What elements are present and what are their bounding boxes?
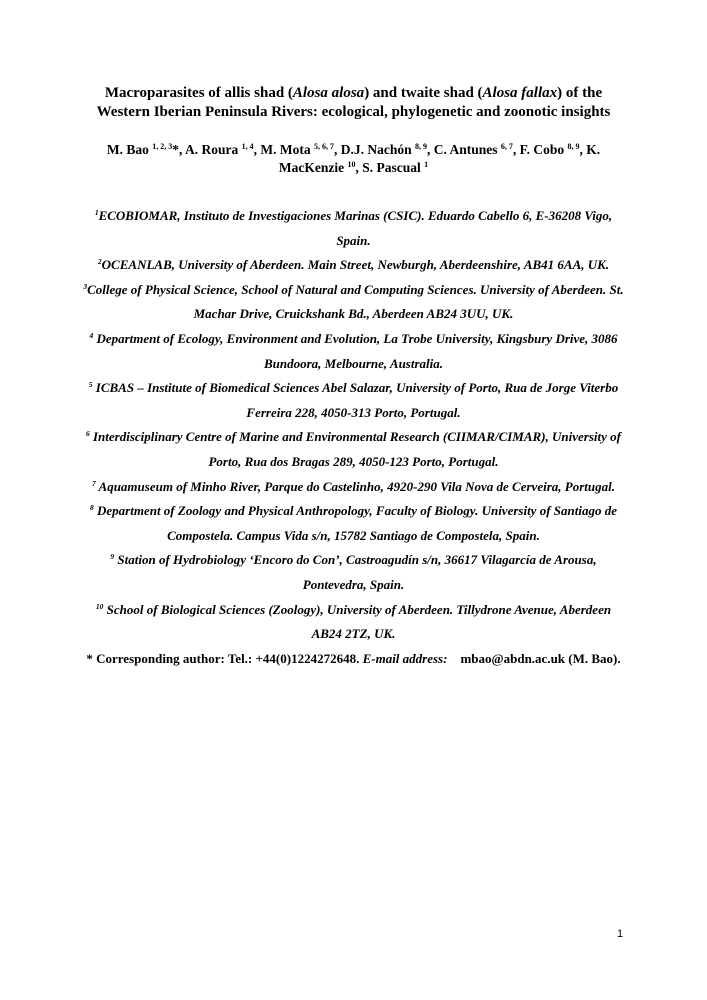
author-list bbox=[80, 141, 627, 177]
corresponding-suffix: (M. Bao). bbox=[568, 650, 621, 666]
title-part-2: ) and twaite shad ( bbox=[364, 85, 483, 101]
affiliation-6: $^6$ Interdisciplinary Centre of Marine and Environmental Research (CIIMAR/CIMAR), University of Porto, Rua dos Bragas 289, 4050-123 Porto, Portugal. bbox=[85, 429, 621, 469]
author: C. Antunes $^{6, 7}$, bbox=[433, 142, 520, 157]
title-species-1: Alosa alosa bbox=[292, 85, 365, 101]
affiliation-4: $^4$ Department of Ecology, Environment and Evolution, La Trobe University, Kingsbury Drive, 3086 Bundoora, Melbourne, Australia. bbox=[89, 330, 618, 371]
affiliation-5: $^5$ ICBAS – Institute of Biomedical Sciences Abel Salazar, University of Porto, Rua de Jorge Viterbo Ferreira 228, 4050-313 Porto, Portugal. bbox=[88, 380, 619, 420]
affiliation-9: $^9$ Station of Hydrobiology ‘Encoro do Con’, Castroagudín s/n, 36617 Vilagarcía de Arousa, Pontevedra, Spain. bbox=[110, 552, 597, 592]
title-species-2: Alosa fallax bbox=[482, 85, 558, 101]
affiliation-2: $^2$OCEANLAB, University of Aberdeen. Main Street, Newburgh, Aberdeenshire, AB41 6AA, UK. bbox=[97, 257, 610, 273]
author: A. Roura $^{1, 4}$, bbox=[184, 142, 261, 157]
affiliation-7: $^7$ Aquamuseum of Minho River, Parque do Castelinho, 4920-290 Vila Nova de Cerveira, Portugal. bbox=[92, 478, 615, 494]
email-label: E-mail address: bbox=[362, 650, 448, 666]
author: S. Pascual $^1$ bbox=[362, 160, 429, 175]
title-part-3: ) of the Western Iberian Peninsula Rivers: ecological, phylogenetic and zoonotic insights bbox=[96, 85, 611, 120]
affiliation-list bbox=[80, 204, 627, 671]
author: F. Cobo $^{8, 9}$, bbox=[519, 142, 587, 157]
email-address: mbao@abdn.ac.uk bbox=[460, 650, 566, 666]
author: M. Mota $^{5, 6, 7}$, bbox=[260, 142, 341, 157]
affiliation-8: $^8$ Department of Zoology and Physical Anthropology, Faculty of Biology. University of Santiago de Compostela. Campus Vida s/n, 15782 Santiago de Compostela, Spain. bbox=[90, 503, 617, 543]
title-part-1: Macroparasites of allis shad ( bbox=[104, 85, 293, 101]
author: K. MacKenzie $^{10}$, bbox=[278, 142, 601, 175]
affiliation-10: $^{10}$ School of Biological Sciences (Zoology), University of Aberdeen. Tillydrone Avenue, Aberdeen AB24 2TZ, UK. bbox=[95, 601, 612, 642]
author: D.J. Nachón $^{8, 9}$, bbox=[340, 142, 434, 157]
page-number: 1 bbox=[616, 928, 624, 940]
author: M. Bao $^{1, 2, 3}$*, bbox=[106, 142, 185, 157]
affiliation-1: $^1$ECOBIOMAR, Instituto de Investigaciones Marinas (CSIC). Eduardo Cabello 6, E-36208 Vigo, Spain. bbox=[94, 208, 613, 248]
corresponding-author bbox=[80, 647, 627, 672]
paper-title bbox=[80, 84, 627, 122]
affiliation-3: $^3$College of Physical Science, School of Natural and Computing Sciences. University of Aberdeen. St. Machar Drive, Cruickshank Bd., Aberdeen AB24 3UU, UK. bbox=[83, 281, 624, 322]
corresponding-prefix: * Corresponding author: Tel.: +44(0)1224272648. bbox=[86, 650, 363, 666]
